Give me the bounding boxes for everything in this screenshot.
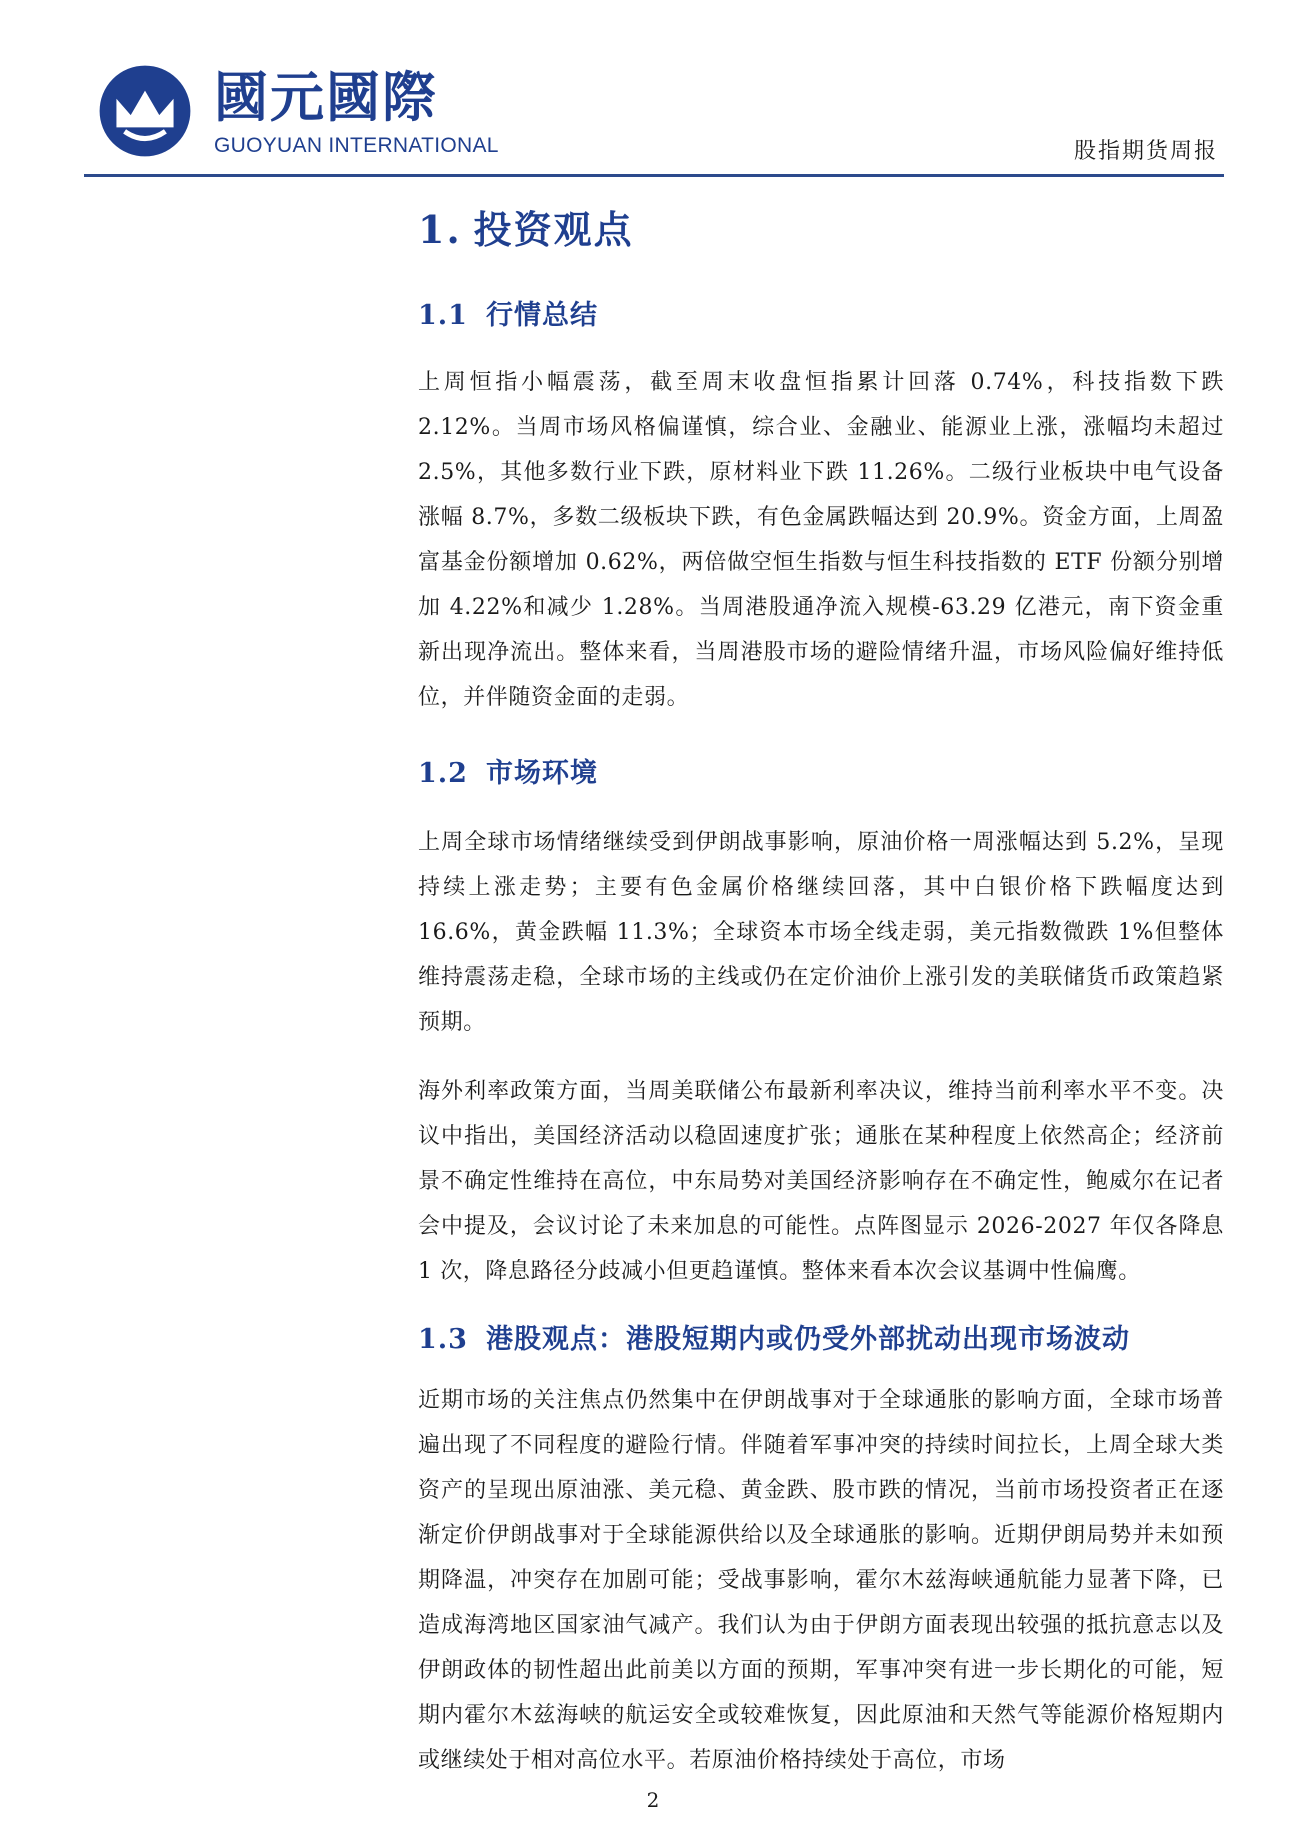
section-heading [418,200,1224,260]
subsection-number: 1.1 [418,300,468,331]
subsection-heading [418,1320,1224,1360]
paragraph: 上周全球市场情绪继续受到伊朗战事影响，原油价格一周涨幅达到 5.2%，呈现持续上涨走势；主要有色金属价格继续回落，其中白银价格下跌幅度达到 16.6%，黄金跌幅 11.3%；全球资本市场全线走弱，美元指数微跌 1%但整体维持震荡走稳，全球市场的主线或仍在定价油价上涨引发的美联储货币政策趋紧预期。 [418,830,1224,1035]
paragraph: 海外利率政策方面，当周美联储公布最新利率决议，维持当前利率水平不变。决议中指出，美国经济活动以稳固速度扩张；通胀在某种程度上依然高企；经济前景不确定性维持在高位，中东局势对美国经济影响存在不确定性，鲍威尔在记者会中提及，会议讨论了未来加息的可能性。点阵图显示 2026-2027 年仅各降息 1 次，降息路径分歧减小但更趋谨慎。整体来看本次会议基调中性偏鹰。 [418,1079,1224,1284]
logo-english-name: GUOYUAN INTERNATIONAL [214,134,499,157]
subsection-heading [418,754,1224,794]
subsection-number: 1.3 [418,1324,468,1355]
section-number: 1. [418,207,462,252]
paragraph: 近期市场的关注焦点仍然集中在伊朗战事对于全球通胀的影响方面，全球市场普遍出现了不同程度的避险行情。伴随着军事冲突的持续时间拉长，上周全球大类资产的呈现出原油涨、美元稳、黄金跌、股市跌的情况，当前市场投资者正在逐渐定价伊朗战事对于全球能源供给以及全球通胀的影响。近期伊朗局势并未如预期降温，冲突存在加剧可能；受战事影响，霍尔木兹海峡通航能力显著下降，已造成海湾地区国家油气减产。我们认为由于伊朗方面表现出较强的抵抗意志以及伊朗政体的韧性超出此前美以方面的预期，军事冲突有进一步长期化的可能，短期内霍尔木兹海峡的航运安全或较难恢复，因此原油和天然气等能源价格短期内或继续处于相对高位水平。若原油价格持续处于高位，市场 [418,1388,1224,1773]
logo-chinese-name: 國元國際 [214,66,438,129]
subsection-title: 港股观点：港股短期内或仍受外部扰动出现市场波动 [485,1324,1130,1355]
guoyuan-logo-icon [94,60,196,162]
header-divider [84,174,1224,177]
main-content [418,200,1224,1783]
subsection-title: 市场环境 [485,758,598,789]
subsection-number: 1.2 [418,758,468,789]
subsection-title: 行情总结 [485,300,598,331]
page-header [84,52,1224,176]
paragraph: 上周恒指小幅震荡，截至周末收盘恒指累计回落 0.74%，科技指数下跌 2.12%。当周市场风格偏谨慎，综合业、金融业、能源业上涨，涨幅均未超过 2.5%，其他多数行业下跌，原材料业下跌 11.26%。二级行业板块中电气设备涨幅 8.7%，多数二级板块下跌，有色金属跌幅达到 20.9%。资金方面，上周盈富基金份额增加 0.62%，两倍做空恒生指数与恒生科技指数的 ETF 份额分别增加 4.22%和减少 1.28%。当周港股通净流入规模-63.29 亿港元，南下资金重新出现净流出。整体来看，当周港股市场的避险情绪升温，市场风险偏好维持低位，并伴随资金面的走弱。 [418,370,1224,710]
page-number: 2 [646,1788,660,1812]
report-type-label: 股指期货周报 [1073,139,1218,164]
subsection-heading [418,296,1224,336]
section-title: 投资观点 [473,207,634,252]
